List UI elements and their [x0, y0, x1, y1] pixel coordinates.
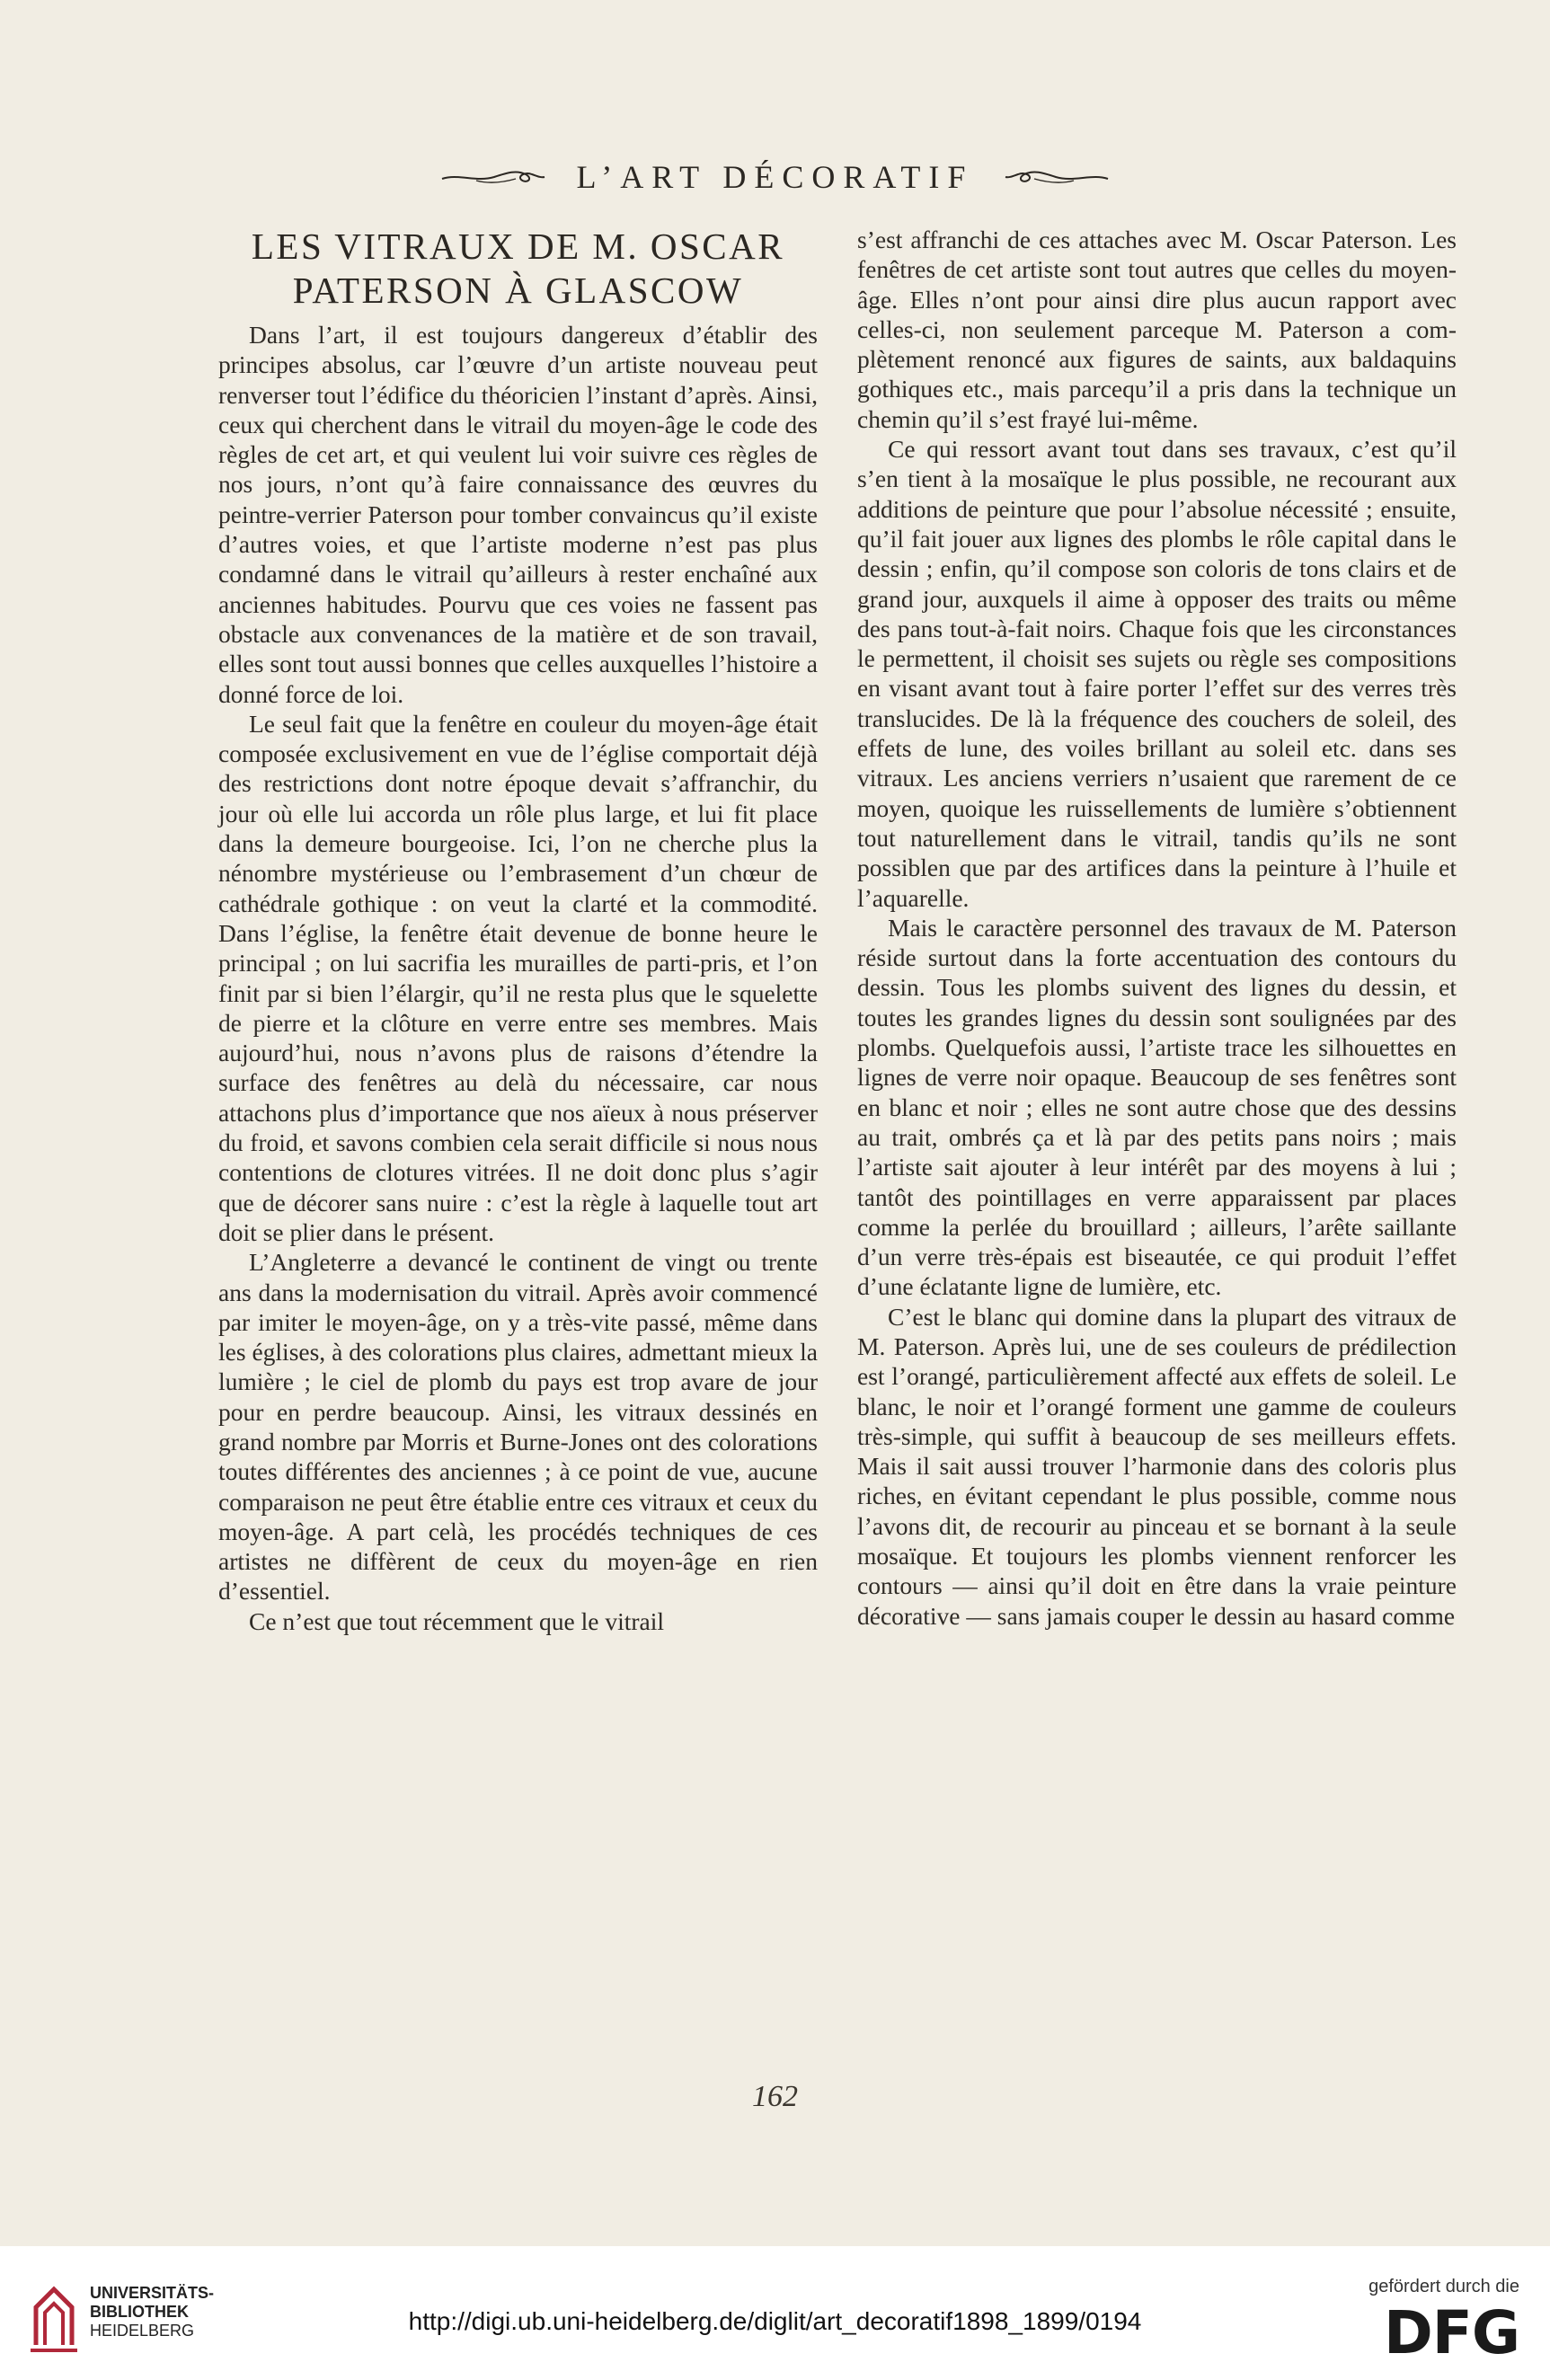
right-column	[857, 225, 1457, 1631]
flourish-right-icon	[1002, 166, 1110, 188]
paragraph: s’est affranchi de ces attaches avec M. Oscar Paterson. Les fenêtres de cet artiste sont tout autres que celles du moyen-âge. Elles n’ont pour ainsi dire plus aucun rapport avec celles-ci, non seulement parceque M. Paterson a complètement renoncé aux figures de saints, aux baldaquins gothiques etc., mais parcequ’il a pris dans la technique un chemin qu’il s’est frayé lui-même.	[857, 226, 1457, 433]
running-head	[0, 155, 1550, 196]
left-column	[218, 225, 818, 1636]
source-url-link[interactable]: http://digi.ub.uni-heidelberg.de/diglit/art_decoratif1898_1899/0194	[408, 2307, 1142, 2335]
sponsor-text: gefördert durch die	[1368, 2277, 1519, 2296]
article-title	[218, 225, 818, 313]
paragraph: Mais le caractère personnel des travaux de M. Paterson réside surtout dans la forte accentuation des contours du dessin. Tous les plombs suivent des lignes du dessin, et toutes les grandes lignes du dessin sont soulignées par des plombs. Quelquefois aussi, l’artiste trace les silhouettes en lignes de verre noir opaque. Beaucoup de ses fenêtres sont en blanc et noir ; elles ne sont autre chose que des dessins au trait, ombrés ça et là par des petits pans noirs ; mais l’artiste sait ajouter à leur intérêt par des moyens à lui ; tantôt des pointillages en verre apparaissent par places comme la perlée du brouillard ; ailleurs, l’arête saillante d’un verre très-épais est biseautée, ce qui produit l’effet d’une éclatante ligne de lumière, etc.	[857, 913, 1457, 1301]
dfg-logo: DFG	[1383, 2298, 1519, 2367]
paragraph: Dans l’art, il est toujours dangereux d’établir des principes absolus, car l’œuvre d’un artiste nouveau peut renverser tout l’édifice du théoricien l’instant d’après. Ainsi, ceux qui cherchent dans le vitrail du moyen-âge le code des règles de cet art, et qui veulent lui voir suivre ces règles de nos jours, n’ont qu’à faire connaissance des œuvres du peintre-verrier Paterson pour tomber convaincus qu’il existe d’autres voies, et que l’artiste moderne n’est pas plus condamné dans le vitrail qu’ailleurs à rester enchaîné aux anciennes habitudes. Pourvu que ces voies ne fassent pas obstacle aux convenances de la matière et de son travail, elles sont tout aussi bonnes que celles auxquelles l’histoire a donné force de loi.	[218, 321, 818, 708]
digitization-footer	[0, 2246, 1550, 2380]
article-title-line-2: PATERSON À GLASCOW	[292, 270, 744, 311]
paragraph: C’est le blanc qui domine dans la plupart des vitraux de M. Paterson. Après lui, une de ses couleurs de prédilection est l’orangé, particulièrement affecté aux effets de soleil. Le blanc, le noir et l’orangé forment une gamme de couleurs très-simple, qui suffit à beaucoup de ses meilleurs effets. Mais il sait aussi trouver l’harmonie dans des coloris plus riches, en évitant cependant le plus possible, comme nous l’avons dit, de recourir au pinceau et se bornant à la seule mosaïque. Et toujours les plombs viennent renforcer les contours — ainsi qu’il doit en être dans la vraie peinture décorative — sans jamais couper le dessin au hasard comme	[857, 1302, 1457, 1630]
institution-line: BIBLIOTHEK	[90, 2303, 189, 2321]
paragraph: Ce n’est que tout récemment que le vitrail	[249, 1606, 664, 1635]
paragraph: Ce qui ressort avant tout dans ses travaux, c’est qu’il s’en tient à la mosaïque le plus possible, ne recourant aux additions de peinture que pour l’absolue nécessité ; ensuite, qu’il fait jouer aux lignes des plombs le rôle capital dans le dessin ; enfin, qu’il compose son coloris de tons clairs et de grand jour, auxquels il aime à opposer des traits ou même des pans tout-à-fait noirs. Chaque fois que les circonstances le permettent, il choisit ses sujets ou règle ses compositions en visant avant tout à faire porter l’effet sur des verres très translucides. De là la fréquence des couchers de soleil, des effets de lune, des voiles brillant au soleil etc. dans ses vitraux. Les anciens verriers n’usaient que rarement de ce moyen, quoique les ruissellements de lumière s’obtiennent tout naturellement dans le vitrail, tandis qu’ils ne sont possiblen que par des artifices dans la peinture à l’huile et l’aquarelle.	[857, 435, 1457, 912]
paragraph: L’Angleterre a devancé le continent de vingt ou trente ans dans la modernisation du vitrail. Après avoir commencé par imiter le moyen-âge, on y a très-vite passé, même dans les églises, à des colorations plus claires, admettant mieux la lumière ; le ciel de plomb du pays est trop avare de jour pour en perdre beaucoup. Ainsi, les vitraux dessinés en grand nombre par Morris et Burne-Jones ont des colorations toutes différentes des anciennes ; à ce point de vue, aucune comparaison ne peut être établie entre ces vitraux et ceux du moyen-âge. A part celà, les procédés techniques de ces artistes ne diffèrent de ceux du moyen-âge en rien d’essentiel.	[218, 1248, 818, 1606]
institution-line: UNIVERSITÄTS-	[90, 2284, 215, 2302]
page-number: 162	[752, 2080, 798, 2113]
flourish-left-icon	[440, 166, 548, 188]
paragraph: Le seul fait que la fenêtre en couleur du moyen-âge était composée exclusivement en vue de l’église comportait déjà des restrictions dont notre époque devait s’affranchir, du jour où elle lui accorda un rôle plus large, et lui fit place dans la demeure bourgeoise. Ici, l’on ne cherche plus la nénombre mystérieuse ou l’embrasement d’un chœur de cathédrale gothique : on veut la clarté et la commodité. Dans l’église, la fenêtre était devenue de bonne heure le principal ; on lui sacrifia les murailles de parti-pris, et l’on finit par si bien l’élargir, qu’il ne resta plus que le squelette de pierre et la clôture en verre entre ses membres. Mais aujourd’hui, nous n’avons plus de raisons d’étendre la surface des fenêtres au delà du nécessaire, car nous attachons plus d’importance que nos aïeux à nous préserver du froid, et savons combien cela serait difficile si nous nous contentions de clotures vitrées. Il ne doit donc plus s’agir que de décorer sans nuire : c’est la règle à laquelle tout art doit se plier dans le présent.	[218, 709, 818, 1246]
institution-line: HEIDELBERG	[90, 2322, 195, 2340]
running-head-title: L’ART DÉCORATIF	[576, 158, 974, 195]
article-title-line-1: LES VITRAUX DE M. OSCAR	[251, 226, 785, 267]
